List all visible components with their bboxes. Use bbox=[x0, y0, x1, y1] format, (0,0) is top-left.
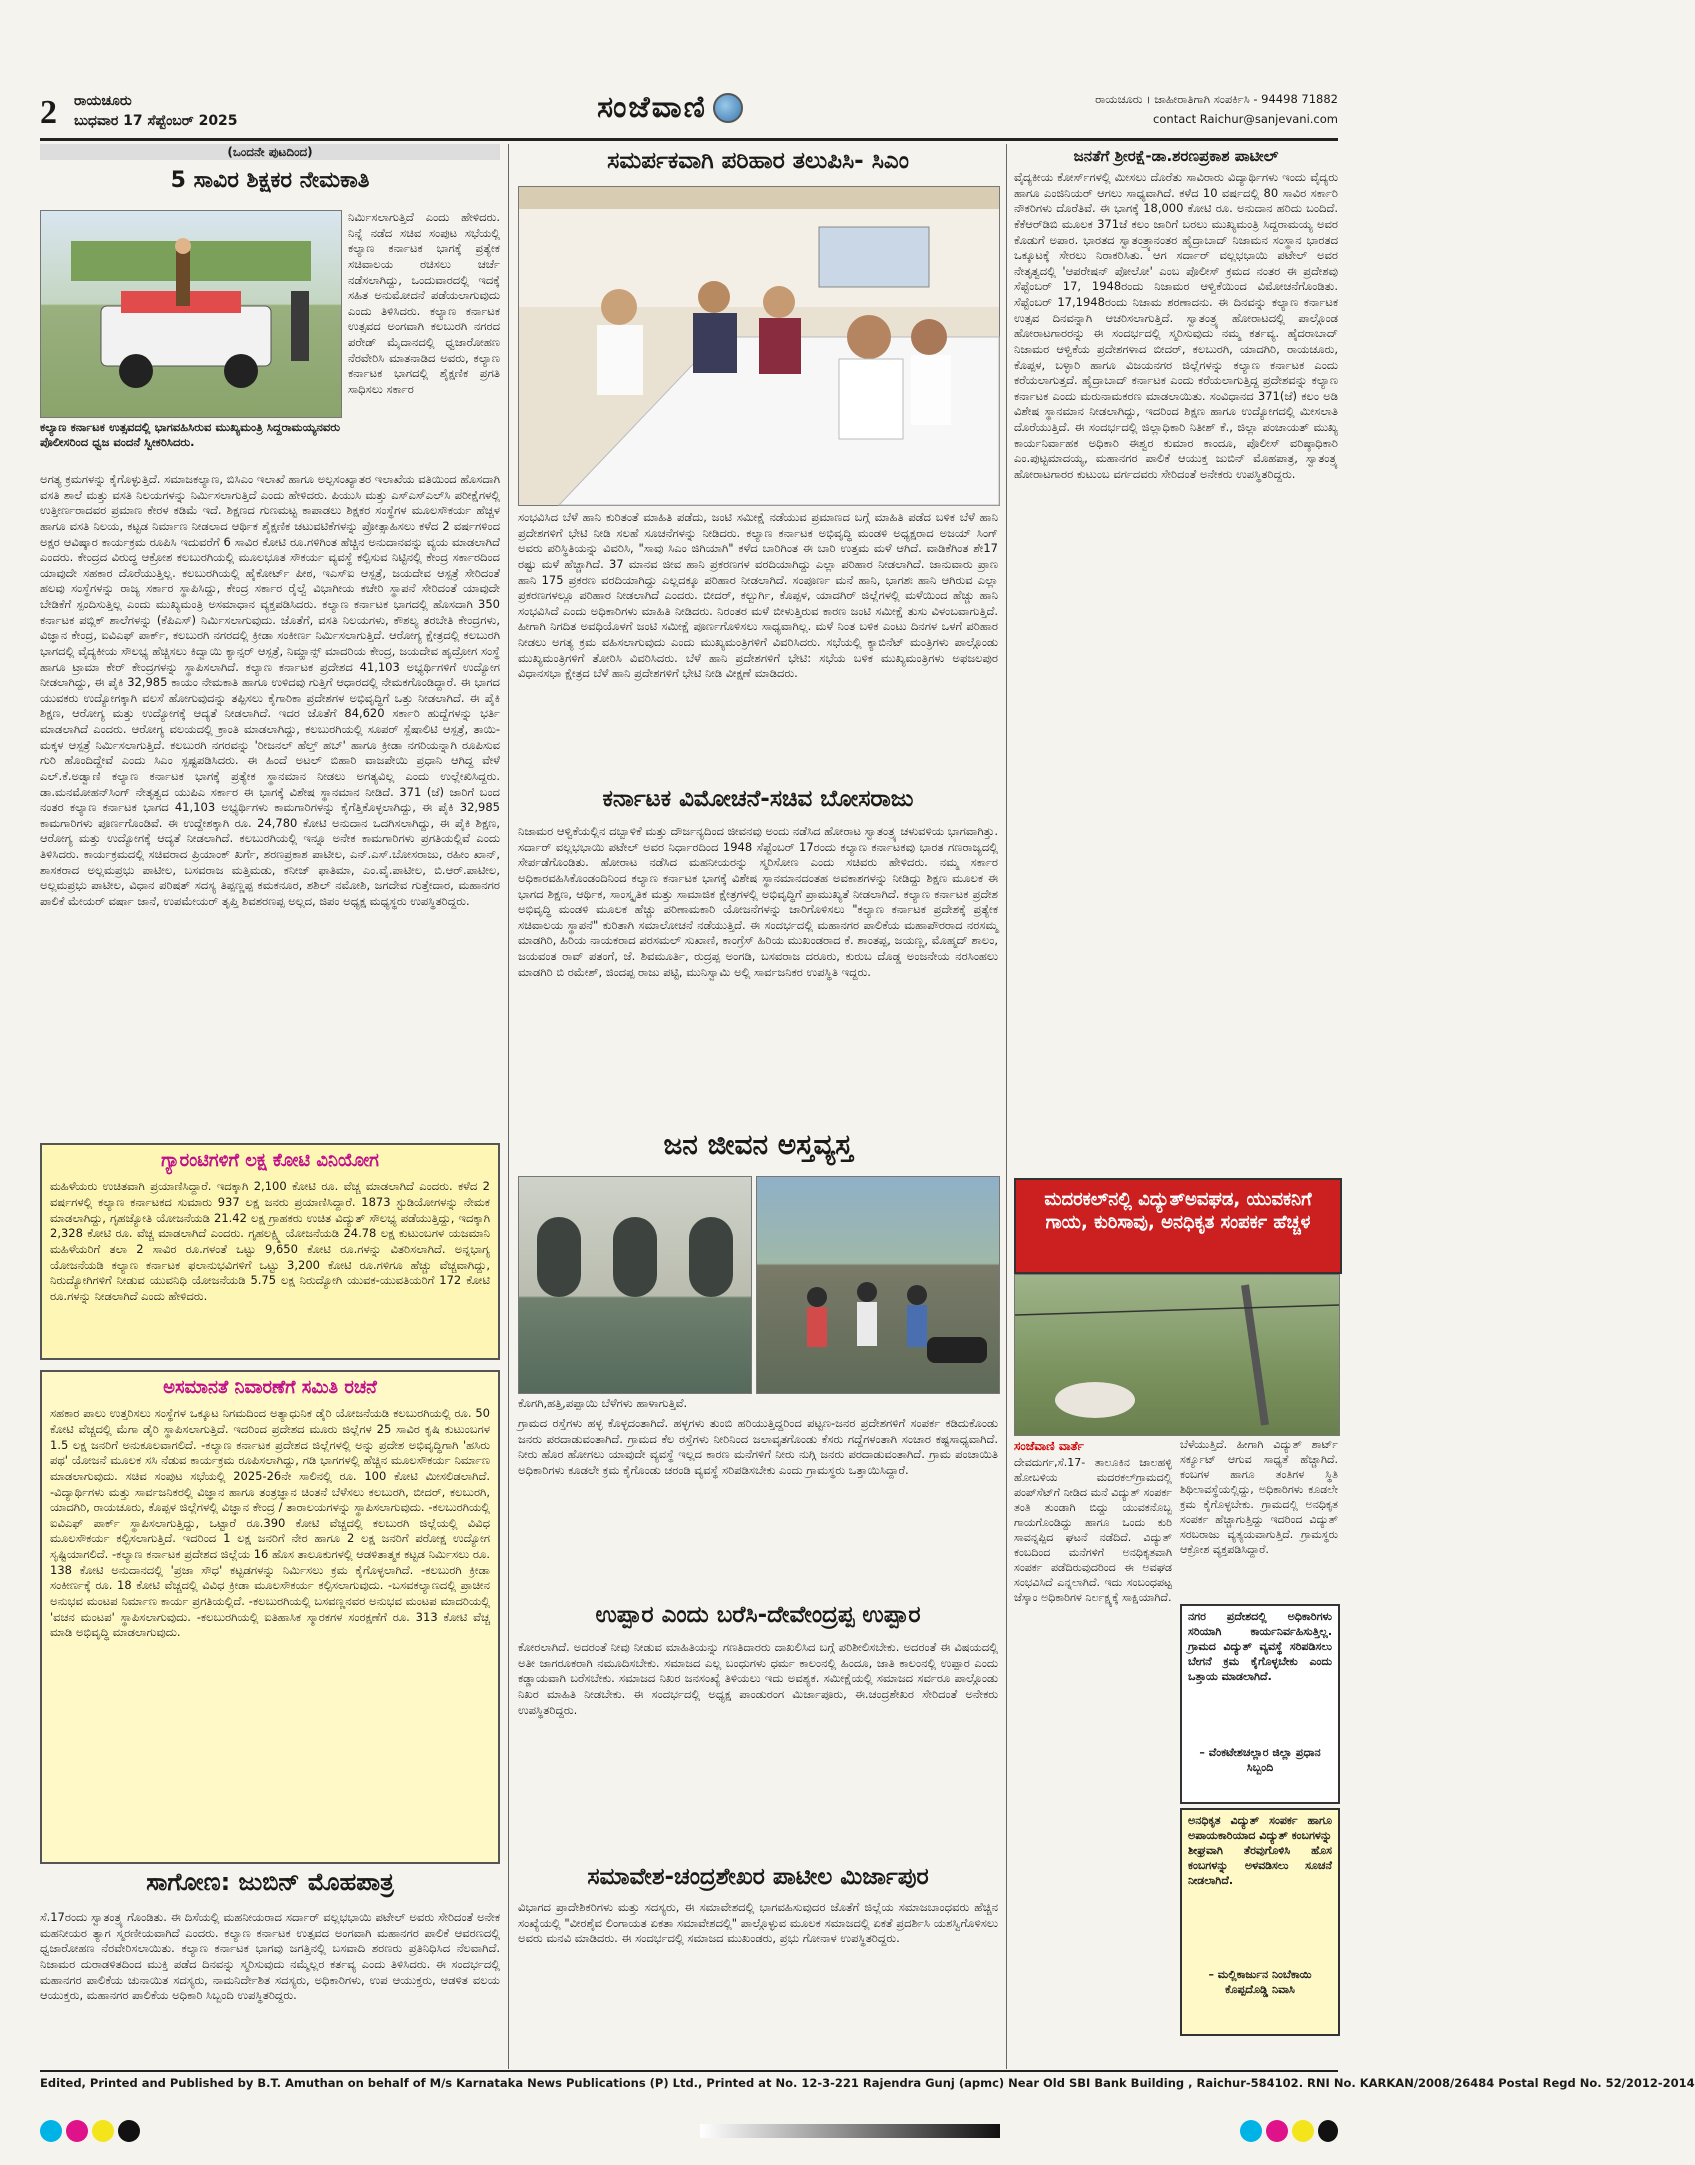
col2-body4: ಕೋರಲಾಗಿದೆ. ಅದರಂತೆ ನೀವು ನೀಡುವ ಮಾಹಿತಿಯನ್ನು ಗಣತಿದಾರರು ದಾಖಲಿಸಿದ ಬಗ್ಗೆ ಪರಿಶೀಲಿಸಬೇಕು. ಅದರಂತೆ ಈ ವಿಷಯದಲ್ಲಿ ಅತೀ ಜಾಗರೂಕರಾಗಿ ನಮೂದಿಸಬೇಕು. ಸಮಾಜದ ಎಲ್ಲ ಬಂಧುಗಳು ಧರ್ಮ ಕಾಲಂನಲ್ಲಿ ಹಿಂದೂ, ಜಾತಿ ಕಾಲಂನಲ್ಲಿ ಉಪ್ಪಾರ ಎಂದು ಕಡ್ಡಾಯವಾಗಿ ಬರೆಸಬೇಕು. ಸಮಾಜದ ನಿಖರ ಜನಸಂಖ್ಯೆ ತಿಳಿಯಲು ಇದು ಅವಶ್ಯಕ. ಸಮೀಕ್ಷೆಯಲ್ಲಿ ಸಮಾಜದ ಸರ್ವರೂ ಪಾಲ್ಗೊಂಡು ನಿಖರ ಮಾಹಿತಿ ನೀಡಬೇಕು. ಈ ಸಂದರ್ಭದಲ್ಲಿ ಅಧ್ಯಕ್ಷ ಪಾಂಡುರಂಗ ಮಿರ್ಜಾಪೂರು, ಈ.ಚಂದ್ರಶೇಖರ ಸೇರಿದಂತೆ ಅನೇಕರು ಉಪಸ್ಥಿತರಿದ್ದರು. bbox=[518, 1640, 998, 1717]
guarantee-box-body: ಮಹಿಳೆಯರು ಉಚಿತವಾಗಿ ಪ್ರಯಾಣಿಸಿದ್ದಾರೆ. ಇದಕ್ಕಾಗಿ 2,100 ಕೋಟಿ ರೂ. ವೆಚ್ಚ ಮಾಡಲಾಗಿದೆ ಎಂದರು. ಕಳೆದ 2 ವರ್ಷಗಳಲ್ಲಿ ಕಲ್ಯಾಣ ಕರ್ನಾಟಕದ ಸುಮಾರು 937 ಲಕ್ಷ ಜನರು ಪ್ರಯಾಣಿಸಿದ್ದಾರೆ. 1873 ಸ್ಟುಡಿಯೋಗಳನ್ನು ನೇಮಕ ಮಾಡಲಾಗಿದ್ದು, ಗೃಹಜ್ಯೋತಿ ಯೋಜನೆಯಡಿ 21.42 ಲಕ್ಷ ಗ್ರಾಹಕರು ಉಚಿತ ವಿದ್ಯುತ್ ಸೌಲಭ್ಯ ಪಡೆಯುತ್ತಿದ್ದು, ಇದಕ್ಕಾಗಿ 2,328 ಕೋಟಿ ರೂ. ವೆಚ್ಚ ಮಾಡಲಾಗಿದೆ ಎಂದರು. ಗೃಹಲಕ್ಷ್ಮಿ ಯೋಜನೆಯಡಿ 24.78 ಲಕ್ಷ ಕುಟುಂಬಗಳ ಯಜಮಾನಿ ಮಹಿಳೆಯರಿಗೆ ತಲಾ 2 ಸಾವಿರ ರೂ.ಗಳಂತೆ ಒಟ್ಟು 9,650 ಕೋಟಿ ರೂ.ಗಳನ್ನು ವಿತರಿಸಲಾಗಿದೆ. ಅನ್ನಭಾಗ್ಯ ಯೋಜನೆಯಡಿ ಕಲ್ಯಾಣ ಕರ್ನಾಟಕ ಫಲಾನುಭವಿಗಳಿಗೆ ಒಟ್ಟು 3,200 ಕೋಟಿ ರೂ.ಗಳಿಗೂ ಹೆಚ್ಚು ವೆಚ್ಚವಾಗಿದ್ದು, ನಿರುದ್ಯೋಗಿಗಳಿಗೆ ನೀಡುವ ಯುವನಿಧಿ ಯೋಜನೆಯಡಿ 5.75 ಲಕ್ಷ ನಿರುದ್ಯೋಗಿ ಯುವಕ-ಯುವತಿಯರಿಗೆ 172 ಕೋಟಿ ರೂ.ಗಳನ್ನು ನೀಡಲಾಗಿದೆ ಎಂದು ಹೇಳಿದರು. bbox=[50, 1179, 490, 1303]
dateline: ಬುಧವಾರ 17 ಸೆಪ್ಟೆಂಬರ್ 2025 bbox=[74, 113, 238, 129]
feature-headline: ಮದರಕಲ್‌ನಲ್ಲಿ ವಿದ್ಯುತ್‌ಅವಘಡ, ಯುವಕನಿಗೆ ಗಾಯ, ಕುರಿಸಾವು, ಅನಧಿಕೃತ ಸಂಪರ್ಕ ಹೆಚ್ಚಳ bbox=[1044, 1189, 1312, 1234]
inequality-box bbox=[40, 1370, 500, 1864]
parade-photo bbox=[40, 210, 342, 418]
flood-caption: ಕೊಗಗಿ,ಹತ್ತಿ,ಪಪ್ಪಾಯಿ ಬೆಳೆಗಳು ಹಾಳಾಗುತ್ತಿವೆ. bbox=[518, 1396, 688, 1410]
guarantee-box-title: ಗ್ಯಾರಂಟಿಗಳಿಗೆ ಲಕ್ಷ ಕೋಟಿ ವಿನಿಯೋಗ bbox=[161, 1150, 379, 1171]
col1-bottom-body: ಸೆ.17ರಂದು ಸ್ವಾತಂತ್ರ್ಯ ಗೊಂಡಿತು. ಈ ದಿಸೆಯಲ್ಲಿ ಮಹನೀಯರಾದ ಸರ್ದಾರ್ ವಲ್ಲಭಭಾಯಿ ಪಟೇಲ್ ಅವರು ಸೇರಿದಂತೆ ಅನೇಕ ಮಹನೀಯರ ತ್ಯಾಗ ಸ್ಮರಣೀಯವಾಗಿದೆ ಎಂದರು. ಕಲ್ಯಾಣ ಕರ್ನಾಟಕ ಉತ್ಸವದ ಅಂಗವಾಗಿ ಮಹಾನಗರ ಪಾಲಿಕೆ ಆವರಣದಲ್ಲಿ ಧ್ವಜಾರೋಹಣ ನೆರವೇರಿಸಲಾಯಿತು. ಕಲ್ಯಾಣ ಕರ್ನಾಟಕ ಭಾಗವು ಜಗತ್ತಿನಲ್ಲಿ ಬಸವಾದಿ ಶರಣರು ಪ್ರತಿನಿಧಿಸಿದ ನೆಲವಾಗಿದೆ. ನಿಜಾಮರ ದುರಾಡಳಿತದಿಂದ ಮುಕ್ತಿ ಪಡೆದ ದಿನವನ್ನು ಸ್ಮರಿಸುವುದು ನಮ್ಮೆಲ್ಲರ ಕರ್ತವ್ಯ ಎಂದು ತಿಳಿಸಿದರು. ಈ ಸಂದರ್ಭದಲ್ಲಿ ಮಹಾನಗರ ಪಾಲಿಕೆಯ ಚುನಾಯಿತ ಸದಸ್ಯರು, ನಾಮನಿರ್ದೇಶಿತ ಸದಸ್ಯರು, ಅಧಿಕಾರಿಗಳು, ಉಪ ಆಯುಕ್ತರು, ಆಡಳಿತ ವಲಯ ಆಯುಕ್ತರು, ಮಹಾನಗರ ಪಾಲಿಕೆಯ ಅಧಿಕಾರಿ ಸಿಬ್ಬಂದಿ ಉಪಸ್ಥಿತರಿದ್ದರು. bbox=[40, 1910, 500, 2003]
guarantee-box bbox=[40, 1143, 500, 1360]
electric-pole-photo bbox=[1014, 1274, 1340, 1436]
col1-side-text: ನಿರ್ಮಿಸಲಾಗುತ್ತಿದೆ ಎಂದು ಹೇಳಿದರು. ನಿನ್ನೆ ನಡೆದ ಸಚಿವ ಸಂಪುಟ ಸಭೆಯಲ್ಲಿ ಕಲ್ಯಾಣ ಕರ್ನಾಟಕ ಭಾಗಕ್ಕೆ ಪ್ರತ್ಯೇಕ ಸಚಿವಾಲಯ ರಚಿಸಲು ಚರ್ಚೆ ನಡೆಸಲಾಗಿದ್ದು, ಒಂದುವಾರದಲ್ಲಿ ಇದಕ್ಕೆ ಸಹಿತ ಅನುಮೋದನೆ ಪಡೆಯಲಾಗುವುದು ಎಂದು ತಿಳಿಸಿದರು. ಕಲ್ಯಾಣ ಕರ್ನಾಟಕ ಉತ್ಸವದ ಅಂಗವಾಗಿ ಕಲಬುರಗಿ ನಗರದ ಪರೇಡ್ ಮೈದಾನದಲ್ಲಿ ಧ್ವಜಾರೋಹಣ ನೆರವೇರಿಸಿ ಮಾತನಾಡಿದ ಅವರು, ಕಲ್ಯಾಣ ಕರ್ನಾಟಕ ಭಾಗದಲ್ಲಿ ಶೈಕ್ಷಣಿಕ ಪ್ರಗತಿ ಸಾಧಿಸಲು ಸರ್ಕಾರ bbox=[348, 210, 500, 396]
swatch-cyan bbox=[40, 2120, 62, 2142]
inequality-box-body: ಸಹಕಾರ ಪಾಲು ಉತ್ತರಿಸಲು ಸಂಸ್ಥೆಗಳ ಒಕ್ಕೂಟ ನಿಗಮದಿಂದ ಅತ್ಯಾಧುನಿಕ ಡೈರಿ ಯೋಜನೆಯಡಿ ಕಲಬುರಗಿಯಲ್ಲಿ ರೂ. 50 ಕೋಟಿ ವೆಚ್ಚದಲ್ಲಿ ಮೆಗಾ ಡೈರಿ ಸ್ಥಾಪಿಸಲಾಗುತ್ತಿದೆ. ಇದರಿಂದ ಪ್ರದೇಶದ ಮೂರು ಜಿಲ್ಲೆಗಳ 25 ಸಾವಿರ ಕೃಷಿ ಕುಟುಂಬಗಳ 1.5 ಲಕ್ಷ ಜನರಿಗೆ ಅನುಕೂಲವಾಗಲಿದೆ. -ಕಲ್ಯಾಣ ಕರ್ನಾಟಕ ಪ್ರದೇಶದ ಜಿಲ್ಲೆಗಳಲ್ಲಿ ಅನ್ನು ಪ್ರದೇಶ ಅಭಿವೃದ್ಧಿಗಾಗಿ 'ಹಸಿರು ಪಥ' ಯೋಜನೆ ಮೂಲಕ ಸಸಿ ನೆಡುವ ಕಾರ್ಯಕ್ರಮ ರೂಪಿಸಲಾಗಿದ್ದು, ಗಡಿ ಭಾಗಗಳಲ್ಲಿ ಹೆಚ್ಚಿನ ಮೂಲಸೌಕರ್ಯ ನಿರ್ಮಾಣ ಮಾಡಲಾಗುವುದು. ಸಚಿವ ಸಂಪುಟ ಸಭೆಯಲ್ಲಿ 2025-26ನೇ ಸಾಲಿನಲ್ಲಿ ರೂ. 100 ಕೋಟಿ ಮೀಸಲಿಡಲಾಗಿದೆ. -ವಿದ್ಯಾರ್ಥಿಗಳು ಮತ್ತು ಸಾರ್ವಜನಿಕರಲ್ಲಿ ವಿಜ್ಞಾನ ಹಾಗೂ ತಂತ್ರಜ್ಞಾನ ಚಿಂತನೆ ಬೆಳೆಸಲು ಕಲಬುರಗಿ, ಬೀದರ್, ಕಲಬುರಗಿ, ಯಾದಗಿರಿ, ರಾಯಚೂರು, ಕೊಪ್ಪಳ ಜಿಲ್ಲೆಗಳಲ್ಲಿ ವಿಜ್ಞಾನ ಕೇಂದ್ರ / ತಾರಾಲಯಗಳನ್ನು ಸ್ಥಾಪಿಸಲಾಗುವುದು. -ಕಲಬುರಗಿಯಲ್ಲಿ ಐವಿಎಫ್ ಪಾರ್ಕ್ ಸ್ಥಾಪಿಸಲಾಗುತ್ತಿದ್ದು, ಒಟ್ಟಾರೆ ರೂ.390 ಕೋಟಿ ವೆಚ್ಚದಲ್ಲಿ ಕಲಬುರಗಿ ಜಿಲ್ಲೆಯಲ್ಲಿ ವಿವಿಧ ಮೂಲಸೌಕರ್ಯ ಕಲ್ಪಿಸಲಾಗುತ್ತಿದೆ. ಇದರಿಂದ 1 ಲಕ್ಷ ಜನರಿಗೆ ನೇರ ಹಾಗೂ 2 ಲಕ್ಷ ಜನರಿಗೆ ಪರೋಕ್ಷ ಉದ್ಯೋಗ ಸೃಷ್ಟಿಯಾಗಲಿದೆ. -ಕಲ್ಯಾಣ ಕರ್ನಾಟಕ ಪ್ರದೇಶದ ಜಿಲ್ಲೆಯ 16 ಹೊಸ ತಾಲೂಕುಗಳಲ್ಲಿ ಆಡಳಿತಾತ್ಮಕ ಕಟ್ಟಡ ನಿರ್ಮಿಸಲು ರೂ. 138 ಕೋಟಿ ಅನುದಾನದಲ್ಲಿ 'ಪ್ರಜಾ ಸೌಧ' ಕಟ್ಟಡಗಳನ್ನು ನಿರ್ಮಿಸಲು ಕ್ರಮ ಕೈಗೊಳ್ಳಲಾಗಿದೆ. -ಕಲಬುರಗಿ ಕ್ರೀಡಾ ಸಂಕೀರ್ಣಕ್ಕೆ ರೂ. 18 ಕೋಟಿ ವೆಚ್ಚದಲ್ಲಿ ವಿವಿಧ ಕ್ರೀಡಾ ಮೂಲಸೌಕರ್ಯ ಕಲ್ಪಿಸಲಾಗುವುದು. -ಬಸವಕಲ್ಯಾಣದಲ್ಲಿ ಪ್ರಾಚೀನ ಅನುಭವ ಮಂಟಪ ನಿರ್ಮಾಣ ಕಾರ್ಯ ಪ್ರಗತಿಯಲ್ಲಿದೆ. -ಕಲಬುರಗಿಯಲ್ಲಿ ಬಸವಣ್ಣನವರ ಅನುಭವ ಮಂಟಪ ಮಾದರಿಯಲ್ಲಿ 'ವಚನ ಮಂಟಪ' ಸ್ಥಾಪಿಸಲಾಗುವುದು. -ಕಲಬುರಗಿಯಲ್ಲಿ ಐತಿಹಾಸಿಕ ಸ್ಮಾರಕಗಳ ಸಂರಕ್ಷಣೆಗೆ ರೂ. 313 ಕೋಟಿ ವೆಚ್ಚ ಮಾಡಿ ಅಭಿವೃದ್ಧಿ ಮಾಡಲಾಗುವುದು. bbox=[50, 1406, 490, 1640]
feature-body: ದೇವದುರ್ಗ,ಸೆ.17- ತಾಲೂಕಿನ ಜಾಲಹಳ್ಳಿ ಹೋಬಳಿಯ ಮದರಕಲ್‌ಗ್ರಾಮದಲ್ಲಿ ಪಂಪ್‌ಸೆಟ್‌ಗೆ ನೀಡಿದ ಮನೆ ವಿದ್ಯುತ್ ಸಂಪರ್ಕ ತಂತಿ ತುಂಡಾಗಿ ಬಿದ್ದು ಯುವಕನೊಬ್ಬ ಗಾಯಗೊಂಡಿದ್ದು ಹಾಗೂ ಒಂದು ಕುರಿ ಸಾವನ್ನಪ್ಪಿದ ಘಟನೆ ನಡೆದಿದೆ. ವಿದ್ಯುತ್ ಕಂಬದಿಂದ ಮನೆಗಳಿಗೆ ಅನಧಿಕೃತವಾಗಿ ಸಂಪರ್ಕ ಪಡೆದಿರುವುದರಿಂದ ಈ ಅವಘಡ ಸಂಭವಿಸಿದೆ ಎನ್ನಲಾಗಿದೆ. ಇದು ಸಂಬಂಧಪಟ್ಟ ಜೆಸ್ಕಾಂ ಅಧಿಕಾರಿಗಳ ನಿರ್ಲಕ್ಷ್ಯಕ್ಕೆ ಸಾಕ್ಷಿಯಾಗಿದೆ. bbox=[1014, 1456, 1172, 1604]
swatch-cyan-2 bbox=[1240, 2120, 1262, 2142]
headline-teachers: 5 ಸಾವಿರ ಶಿಕ್ಷಕರ ನೇಮಕಾತಿ bbox=[170, 168, 370, 193]
quote-1-author: – ವೆಂಕಟೇಶಚಲ್ಲಾರ ಜಿಲ್ಲಾ ಪ್ರಧಾನ ಸಿಬ್ಬಂದಿ bbox=[1199, 1746, 1321, 1774]
paper-name: ಸಂಜೆವಾಣಿ bbox=[597, 89, 707, 125]
col-divider-2 bbox=[1006, 144, 1007, 2069]
quote-box-2 bbox=[1180, 1808, 1340, 2036]
feature-byline: ಸಂಜೆವಾಣಿ ವಾರ್ತೆ bbox=[1014, 1439, 1084, 1453]
contact-email: contact Raichur@sanjevani.com bbox=[1153, 112, 1338, 126]
headline-samavesha: ಸಮಾವೇಶ-ಚಂದ್ರಶೇಖರ ಪಾಟೀಲ ಮಿರ್ಜಾಪುರ bbox=[587, 1864, 929, 1890]
col2-body2: ನಿಜಾಮರ ಆಳ್ವಿಕೆಯಲ್ಲಿನ ದಬ್ಬಾಳಿಕೆ ಮತ್ತು ದೌರ್ಜನ್ಯದಿಂದ ಜೀವನವು ಅಂದು ನಡೆಸಿದ ಹೋರಾಟ ಸ್ವಾತಂತ್ರ್ಯ ಚಳುವಳಿಯ ಭಾಗವಾಗಿತ್ತು. ಸರ್ದಾರ್ ವಲ್ಲಭಭಾಯಿ ಪಟೇಲ್ ಅವರ ನಿರ್ಧಾರದಿಂದ 1948 ಸೆಪ್ಟೆಂಬರ್ 17ರಂದು ಕಲ್ಯಾಣ ಕರ್ನಾಟಕವು ಭಾರತ ಗಣರಾಜ್ಯದಲ್ಲಿ ಸೇರ್ಪಡೆಗೊಂಡಿತು. ಹೋರಾಟ ನಡೆಸಿದ ಮಹನೀಯರನ್ನು ಸ್ಮರಿಸೋಣ ಎಂದು ಸಚಿವರು ಹೇಳಿದರು. ನಮ್ಮ ಸರ್ಕಾರ ಅಧಿಕಾರವಹಿಸಿಕೊಂಡಂದಿನಿಂದ ಕಲ್ಯಾಣ ಕರ್ನಾಟಕ ಭಾಗಕ್ಕೆ ವಿಶೇಷ ಸ್ಥಾನಮಾನದಂತಹ ಅವಕಾಶಗಳನ್ನು ನೀಡಿದ್ದು ಶಿಕ್ಷಣ ಮೂಲಕ ಈ ಭಾಗದ ಶಿಕ್ಷಣ, ಆರ್ಥಿಕ, ಸಾಂಸ್ಕೃತಿಕ ಮತ್ತು ಸಾಮಾಜಿಕ ಕ್ಷೇತ್ರಗಳಲ್ಲಿ ಅಭಿವೃದ್ಧಿಗೆ ಪ್ರಾಮುಖ್ಯತೆ ನೀಡಲಾಗಿದೆ. ಕಲ್ಯಾಣ ಕರ್ನಾಟಕ ಪ್ರದೇಶ ಅಭಿವೃದ್ಧಿ ಮಂಡಳಿ ಮೂಲಕ ಹೆಚ್ಚು ಪರಿಣಾಮಕಾರಿ ಯೋಜನೆಗಳನ್ನು ಜಾರಿಗೊಳಿಸಲು "ಕಲ್ಯಾಣ ಕರ್ನಾಟಕ ಪ್ರದೇಶಕ್ಕೆ ಪ್ರತ್ಯೇಕ ಸಚಿವಾಲಯ ಸ್ಥಾಪನೆ" ಕುರಿತಾಗಿ ಸಮಾಲೋಚನೆ ನಡೆಯುತ್ತಿದೆ. ಈ ಸಂದರ್ಭದಲ್ಲಿ ಮಹಾನಗರ ಪಾಲಿಕೆಯ ಮಹಾಪೌರರಾದ ನರಸಮ್ಮ ಮಾಡಗಿರಿ, ಹಿರಿಯ ನಾಯಕರಾದ ಪರಸಮಲ್ ಸುಖಾಣಿ, ಕಾಂಗ್ರೆಸ್ ಹಿರಿಯ ಮುಖಂಡರಾದ ಕೆ. ಶಾಂತಪ್ಪ, ಜಯಣ್ಣ, ಮೊಹ್ಮದ್ ಶಾಲಂ, ಜಯವಂತ ರಾವ್ ಪತಂಗೆ, ಜೆ. ಶಿವಮೂರ್ತಿ, ರುದ್ರಪ್ಪ ಅಂಗಡಿ, ಬಸವರಾಜ ದರೂರು, ಕುರುಬ ದೊಡ್ಡ ಅಂಜನೇಯ ನರಸಿಂಹಲು ಮಾಡಗಿರಿ ಬಿ ರಮೇಶ್, ಜಿಂದಪ್ಪ ರಾಜು ಪಟ್ಟಿ, ಮುನಿಸ್ವಾಮಿ ಅಲ್ಲಿ ಸಾರ್ವಜನಿಕರ ಉಪಸ್ಥಿತಿ ಇದ್ದರು. bbox=[518, 824, 998, 979]
crowd-illustration bbox=[757, 1177, 999, 1393]
parade-caption: ಕಲ್ಯಾಣ ಕರ್ನಾಟಕ ಉತ್ಸವದಲ್ಲಿ ಭಾಗವಹಿಸಿರುವ ಮುಖ್ಯಮಂತ್ರಿ ಸಿದ್ದರಾಮಯ್ಯನವರು ಪೊಲೀಸರಿಂದ ಧ್ವಜ ವಂದನೆ ಸ್ವೀಕರಿಸಿದರು. bbox=[40, 420, 340, 449]
continued-label: (ಒಂದನೇ ಪುಟದಿಂದ) bbox=[40, 144, 500, 160]
headline-sharanaprakash: ಜನತೆಗೆ ಶ್ರೀರಕ್ಷೆ-ಡಾ.ಶರಣಪ್ರಕಾಶ ಪಾಟೀಲ್ bbox=[1073, 147, 1279, 165]
flood-photo-1 bbox=[518, 1176, 752, 1394]
edition-city: ರಾಯಚೂರು bbox=[74, 93, 132, 109]
masthead-rule bbox=[40, 138, 1338, 141]
col2-body5: ವಿಭಾಗದ ಪ್ರಾದೇಶಿಕರಿಗಳು ಮತ್ತು ಸದಸ್ಯರು, ಈ ಸಮಾವೇಶದಲ್ಲಿ ಭಾಗವಹಿಸುವುದರ ಜೊತೆಗೆ ಜಿಲ್ಲೆಯ ಸಮಾಜಬಾಂಧವರು ಹೆಚ್ಚಿನ ಸಂಖ್ಯೆಯಲ್ಲಿ "ವೀರಶೈವ ಲಿಂಗಾಯತ ಏಕತಾ ಸಮಾವೇಶದಲ್ಲಿ" ಪಾಲ್ಗೊಳ್ಳುವ ಮೂಲಕ ಸಮಾಜದಲ್ಲಿ ಏಕತೆ ಪ್ರದರ್ಶಿಸಿ ಯಶಸ್ವಿಗೊಳಿಸಲು ಅವರು ಮನವಿ ಮಾಡಿದರು. ಈ ಸಂದರ್ಭದಲ್ಲಿ ಸಮಾಜದ ಮುಖಂಡರು, ಪ್ರಭು ಗೋನಾಳ ಉಪಸ್ಥಿತರಿದ್ದರು. bbox=[518, 1900, 998, 1946]
headline-janajeevana: ಜನ ಜೀವನ ಅಸ್ತವ್ಯಸ್ತ bbox=[663, 1128, 853, 1161]
swatch-black bbox=[118, 2120, 140, 2142]
swatch-yellow-2 bbox=[1292, 2120, 1314, 2142]
feature-right-body: ಬೆಳೆಯುತ್ತಿದೆ. ಹೀಗಾಗಿ ವಿದ್ಯುತ್ ಶಾರ್ಟ್ ಸರ್ಕ್ಯೂಟ್ ಆಗುವ ಸಾಧ್ಯತೆ ಹೆಚ್ಚಾಗಿದೆ. ಕಂಬಗಳ ಹಾಗೂ ತಂತಿಗಳ ಸ್ಥಿತಿ ಶಿಥಿಲಾವಸ್ಥೆಯಲ್ಲಿದ್ದು, ಅಧಿಕಾರಿಗಳು ಕೂಡಲೇ ಕ್ರಮ ಕೈಗೊಳ್ಳಬೇಕು. ಗ್ರಾಮದಲ್ಲಿ ಅನಧಿಕೃತ ಸಂಪರ್ಕ ಹೆಚ್ಚಾಗುತ್ತಿದ್ದು ಇದರಿಂದ ವಿದ್ಯುತ್ ಸರಬರಾಜು ವ್ಯತ್ಯಯವಾಗುತ್ತಿದೆ. ಗ್ರಾಮಸ್ಥರು ಆಕ್ರೋಶ ವ್ಯಕ್ತಪಡಿಸಿದ್ದಾರೆ. bbox=[1180, 1438, 1338, 1556]
meeting-illustration bbox=[519, 187, 999, 505]
headline-bosaraju: ಕರ್ನಾಟಕ ವಿಮೋಚನೆ-ಸಚಿವ ಬೋಸರಾಜು bbox=[602, 786, 914, 812]
swatch-yellow bbox=[92, 2120, 114, 2142]
swatch-magenta-2 bbox=[1266, 2120, 1288, 2142]
col3-body: ವೈದ್ಯಕೀಯ ಕೋರ್ಸ್‌ಗಳಲ್ಲಿ ಮೀಸಲು ದೊರೆತು ಸಾವಿರಾರು ವಿದ್ಯಾರ್ಥಿಗಳು ಇಂದು ವೈದ್ಯರು ಹಾಗೂ ಎಂಜಿನಿಯರ್ ಆಗಲು ಸಾಧ್ಯವಾಗಿದೆ. ಕಳೆದ 10 ವರ್ಷದಲ್ಲಿ 80 ಸಾವಿರ ಸರ್ಕಾರಿ ನೌಕರಿಗಳು ದೊರೆತಿವೆ. ಈ ಭಾಗಕ್ಕೆ 18,000 ಕೋಟಿ ರೂ. ಅನುದಾನ ಹರಿದು ಬಂದಿದೆ. ಕೆಕೆಆರ್‌ಡಿಬಿ ಮೂಲಕ 371ಜೆ ಕಲಂ ಜಾರಿಗೆ ಬರಲು ಮುಖ್ಯಮಂತ್ರಿ ಸಿದ್ದರಾಮಯ್ಯ ಅವರ ಕೊಡುಗೆ ಅಪಾರ. ಭಾರತದ ಸ್ವಾತಂತ್ರ್ಯಾನಂತರ ಹೈದ್ರಾಬಾದ್ ನಿಜಾಮನ ಸಂಸ್ಥಾನ ಭಾರತದ ಒಕ್ಕೂಟಕ್ಕೆ ಸೇರಲು ನಿರಾಕರಿಸಿತು. ಆಗ ಸರ್ದಾರ್ ವಲ್ಲಭಭಾಯಿ ಪಟೇಲ್ ಅವರ ನೇತೃತ್ವದಲ್ಲಿ 'ಆಪರೇಷನ್ ಪೋಲೋ' ಎಂಬ ಪೊಲೀಸ್ ಕ್ರಮದ ನಂತರ ಈ ಪ್ರದೇಶವು ಸೆಪ್ಟೆಂಬರ್ 17, 1948ರಂದು ನಿಜಾಮರ ಆಳ್ವಿಕೆಯಿಂದ ವಿಮೋಚನೆಗೊಂಡಿತು. ಸೆಪ್ಟೆಂಬರ್ 17,1948ರಂದು ನಿಜಾಮ ಶರಣಾದನು. ಈ ದಿನವನ್ನು ಕಲ್ಯಾಣ ಕರ್ನಾಟಕ ಉತ್ಸವ ದಿನವನ್ನಾಗಿ ಆಚರಿಸಲಾಗುತ್ತಿದೆ. ಸ್ವಾತಂತ್ರ್ಯ ಹೋರಾಟದಲ್ಲಿ ಪಾಲ್ಗೊಂಡ ಹೋರಾಟಗಾರರನ್ನು ಈ ಸಂದರ್ಭದಲ್ಲಿ ಸ್ಮರಿಸುವುದು ನಮ್ಮ ಕರ್ತವ್ಯ. ಹೈದರಾಬಾದ್ ನಿಜಾಮರ ಆಳ್ವಿಕೆಯ ಪ್ರದೇಶಗಳಾದ ಬೀದರ್, ಕಲಬುರಗಿ, ಯಾದಗಿರಿ, ರಾಯಚೂರು, ಕೊಪ್ಪಳ, ಬಳ್ಳಾರಿ ಹಾಗೂ ವಿಜಯನಗರ ಜಿಲ್ಲೆಗಳನ್ನು ಕಲ್ಯಾಣ ಕರ್ನಾಟಕ ಎಂದು ಕರೆಯಲಾಗುತ್ತದೆ. ಹೈದ್ರಾಬಾದ್ ಕರ್ನಾಟಕ ಎಂದು ಕರೆಯಲಾಗುತ್ತಿದ್ದ ಪ್ರದೇಶವನ್ನು ಕಲ್ಯಾಣ ಕರ್ನಾಟಕ ಎಂದು ಮರುನಾಮಕರಣ ಮಾಡಲಾಯಿತು. ಸಂವಿಧಾನದ 371(ಜೆ) ಕಲಂ ಅಡಿ ವಿಶೇಷ ಸ್ಥಾನಮಾನ ನೀಡಲಾಗಿದ್ದು, ಇದರಿಂದ ಶಿಕ್ಷಣ ಹಾಗೂ ಉದ್ಯೋಗದಲ್ಲಿ ಮೀಸಲಾತಿ ದೊರೆಯುತ್ತಿದೆ. ಈ ಸಂದರ್ಭದಲ್ಲಿ ಜಿಲ್ಲಾಧಿಕಾರಿ ನಿತೀಶ್ ಕೆ., ಜಿಲ್ಲಾ ಪಂಚಾಯತ್ ಮುಖ್ಯ ಕಾರ್ಯನಿರ್ವಾಹಕ ಅಧಿಕಾರಿ ಈಶ್ವರ ಕುಮಾರ ಕಾಂದೂ, ಪೊಲೀಸ್ ವರಿಷ್ಠಾಧಿಕಾರಿ ಎಂ.ಪುಟ್ಟಮಾದಯ್ಯ, ಮಹಾನಗರ ಪಾಲಿಕೆ ಆಯುಕ್ತ ಜುಬಿನ್ ಮೊಹಪಾತ್ರ, ಸ್ವಾತಂತ್ರ್ಯ ಹೋರಾಟಗಾರರ ಕುಟುಂಬ ವರ್ಗದವರು ಸೇರಿದಂತೆ ಅನೇಕರು ಉಪಸ್ಥಿತರಿದ್ದರು. bbox=[1014, 170, 1338, 481]
headline-uppara: ಉಪ್ಪಾರ ಎಂದು ಬರೆಸಿ-ದೇವೇಂದ್ರಪ್ಪ ಉಪ್ಪಾರ bbox=[595, 1602, 921, 1628]
meeting-photo bbox=[518, 186, 1000, 506]
arches-illustration bbox=[519, 1177, 751, 1393]
col1-body: ಅಗತ್ಯ ಕ್ರಮಗಳನ್ನು ಕೈಗೊಳ್ಳುತ್ತಿದೆ. ಸಮಾಜಕಲ್ಯಾಣ, ಬಿಸಿಎಂ ಇಲಾಖೆ ಹಾಗೂ ಅಲ್ಪಸಂಖ್ಯಾತರ ಇಲಾಖೆಯ ವತಿಯಿಂದ ಹೊಸದಾಗಿ ವಸತಿ ಶಾಲೆ ಮತ್ತು ವಸತಿ ನಿಲಯಗಳನ್ನು ನಿರ್ಮಿಸಲಾಗುತ್ತಿದೆ ಎಂದು ಹೇಳಿದರು. ಪಿಯುಸಿ ಮತ್ತು ಎಸ್‌ಎಸ್‌ಎಲ್‌ಸಿ ಪರೀಕ್ಷೆಗಳಲ್ಲಿ ಉತ್ತೀರ್ಣರಾದವರ ಪ್ರಮಾಣ ಕೇರಳ ಕಡಿಮೆ ಇದೆ. ಶಿಕ್ಷಣದ ಗುಣಮಟ್ಟ ಕಾಪಾಡಲು ಶಿಕ್ಷಕರ ಸಂಸ್ಥೆಗಳ ಮೂಲಸೌಕರ್ಯ ಹೆಚ್ಚಳ ಹಾಗೂ ವಸತಿ ನಿಲಯ, ಕಟ್ಟಡ ನಿರ್ಮಾಣ ನೀಡಲಾದ ಆರ್ಥಿಕ ಶೈಕ್ಷಣಿಕ ಚಟುವಟಿಕೆಗಳನ್ನು ಪ್ರೋತ್ಸಾಹಿಸಲು ಕಳೆದ 2 ವರ್ಷಗಳಿಂದ ಅಕ್ಷರ ಆವಿಷ್ಕಾರ ಕಾರ್ಯಕ್ರಮ ರೂಪಿಸಿ ಇದುವರೆಗೆ 6 ಸಾವಿರ ಕೋಟಿ ರೂ.ಗಳಿಗಿಂತ ಹೆಚ್ಚಿನ ಅನುದಾನವನ್ನು ವ್ಯಯ ಮಾಡಲಾಗಿದೆ ಎಂದರು. ಕೇಂದ್ರದ ವಿರುದ್ಧ ಆಕ್ರೋಶ ಕಲಬುರಗಿಯಲ್ಲಿ ಮೂಲಭೂತ ಸೌಕರ್ಯ ವ್ಯವಸ್ಥೆ ಕಲ್ಪಿಸುವ ನಿಟ್ಟಿನಲ್ಲಿ ಕೇಂದ್ರ ಸರ್ಕಾರದಿಂದ ಯಾವುದೇ ಸಹಕಾರ ದೊರೆಯುತ್ತಿಲ್ಲ. ಕಲಬುರಗಿಯಲ್ಲಿ ಹೈಕೋರ್ಟ್ ಪೀಠ, ಇಎಸ್‌ಐ ಆಸ್ಪತ್ರೆ, ಜಯದೇವ ಆಸ್ಪತ್ರೆ ಸೇರಿದಂತೆ ಹಲವು ಸಂಸ್ಥೆಗಳನ್ನು ರಾಜ್ಯ ಸರ್ಕಾರ ಸ್ಥಾಪಿಸಿದ್ದು, ಕೇಂದ್ರ ಸರ್ಕಾರ ರೈಲ್ವೆ ವಿಭಾಗೀಯ ಕಚೇರಿ ಸ್ಥಾಪನೆ ಸೇರಿದಂತೆ ಯಾವುದೇ ಬೇಡಿಕೆಗೆ ಸ್ಪಂದಿಸುತ್ತಿಲ್ಲ ಎಂದು ಮುಖ್ಯಮಂತ್ರಿ ಅಸಮಾಧಾನ ವ್ಯಕ್ತಪಡಿಸಿದರು. ಕಲ್ಯಾಣ ಕರ್ನಾಟಕ ಭಾಗದಲ್ಲಿ ಹೊಸದಾಗಿ 350 ಕರ್ನಾಟಕ ಪಬ್ಲಿಕ್ ಶಾಲೆಗಳನ್ನು (ಕೆಪಿಎಸ್) ನಿರ್ಮಿಸಲಾಗುವುದು. ಜೊತೆಗೆ, ವಸತಿ ನಿಲಯಗಳು, ಕೌಶಲ್ಯ ತರಬೇತಿ ಕೇಂದ್ರಗಳು, ವಿಜ್ಞಾನ ಕೇಂದ್ರ, ಐವಿಎಫ್ ಪಾರ್ಕ್, ಕಲಬುರಗಿ ನಗರದಲ್ಲಿ ಕ್ರೀಡಾ ಸಂಕೀರ್ಣ ನಿರ್ಮಿಸಲಾಗುತ್ತಿದೆ. ಆರೋಗ್ಯ ಕ್ಷೇತ್ರದಲ್ಲಿ ಕಲಬುರಗಿ ಭಾಗದಲ್ಲಿ ವೈದ್ಯಕೀಯ ಸೌಲಭ್ಯ ಹೆಚ್ಚಿಸಲು ಕಿದ್ವಾಯಿ ಕ್ಯಾನ್ಸರ್ ಆಸ್ಪತ್ರೆ, ನಿಮ್ಹಾನ್ಸ್ ಮಾದರಿಯ ಕೇಂದ್ರ, ಜಯದೇವ ಹೃದ್ರೋಗ ಸಂಸ್ಥೆ ಹಾಗೂ ಟ್ರಾಮಾ ಕೇರ್ ಕೇಂದ್ರಗಳನ್ನು ಸ್ಥಾಪಿಸಲಾಗಿದೆ. ಕಲ್ಯಾಣ ಕರ್ನಾಟಕ ಪ್ರದೇಶದ 41,103 ಅಭ್ಯರ್ಥಿಗಳಿಗೆ ಉದ್ಯೋಗ ನೀಡಲಾಗಿದ್ದು, ಈ ಪೈಕಿ 32,985 ಕಾಯಂ ನೇಮಕಾತಿ ಹಾಗೂ ಉಳಿದವು ಗುತ್ತಿಗೆ ಆಧಾರದಲ್ಲಿ ನೇಮಕಗೊಂಡಿದ್ದಾರೆ. ಈ ಭಾಗದ ಯುವಕರು ಉದ್ಯೋಗಕ್ಕಾಗಿ ವಲಸೆ ಹೋಗುವುದನ್ನು ತಪ್ಪಿಸಲು ಕೈಗಾರಿಕಾ ಪ್ರದೇಶಗಳ ಅಭಿವೃದ್ಧಿಗೆ ಒತ್ತು ನೀಡಲಾಗಿದೆ. ಈ ಪೈಕಿ ಶಿಕ್ಷಣ, ಆರೋಗ್ಯ ಮತ್ತು ಉದ್ಯೋಗಕ್ಕೆ ಆದ್ಯತೆ ನೀಡಲಾಗಿದೆ. ಇದರ ಜೊತೆಗೆ 84,620 ಸರ್ಕಾರಿ ಹುದ್ದೆಗಳನ್ನು ಭರ್ತಿ ಮಾಡಲಾಗಿದೆ ಎಂದರು. ಆರೋಗ್ಯ ವಲಯದಲ್ಲಿ ಕ್ರಾಂತಿ ಮಾಡಲಾಗಿದ್ದು, ಕಲಬುರಗಿಯಲ್ಲಿ ಸೂಪರ್ ಸ್ಪೆಷಾಲಿಟಿ ಆಸ್ಪತ್ರೆ, ತಾಯಿ-ಮಕ್ಕಳ ಆಸ್ಪತ್ರೆ ನಿರ್ಮಿಸಲಾಗುತ್ತಿದೆ. ಕಲಬುರಗಿ ನಗರವನ್ನು 'ರೀಜನಲ್ ಹೆಲ್ತ್ ಹಬ್' ಹಾಗೂ ಕ್ರೀಡಾ ನಗರಿಯನ್ನಾಗಿ ರೂಪಿಸುವ ಗುರಿ ಹೊಂದಿದ್ದೇವೆ ಎಂದು ಸಿಎಂ ಸ್ಪಷ್ಟಪಡಿಸಿದರು. ಈ ಹಿಂದೆ ಅಟಲ್ ಬಿಹಾರಿ ವಾಜಪೇಯಿ ಪ್ರಧಾನಿ ಆಗಿದ್ದ ವೇಳೆ ಎಲ್.ಕೆ.ಅಡ್ವಾಣಿ ಕಲ್ಯಾಣ ಕರ್ನಾಟಕ ಭಾಗಕ್ಕೆ ಪ್ರತ್ಯೇಕ ಸ್ಥಾನಮಾನ ನೀಡಲು ಅಗತ್ಯವಿಲ್ಲ ಎಂದು ಉಲ್ಲೇಖಿಸಿದ್ದರು. ಡಾ.ಮನಮೋಹನ್‌ಸಿಂಗ್ ನೇತೃತ್ವದ ಯುಪಿಎ ಸರ್ಕಾರ ಈ ಭಾಗಕ್ಕೆ ವಿಶೇಷ ಸ್ಥಾನಮಾನ ನೀಡಿದೆ. 371 (ಜೆ) ಜಾರಿಗೆ ಬಂದ ನಂತರ ಕಲ್ಯಾಣ ಕರ್ನಾಟಕ ಭಾಗದ 41,103 ಅಭ್ಯರ್ಥಿಗಳು ಕಾಮಗಾರಿಗಳನ್ನು ಕೈಗೆತ್ತಿಕೊಳ್ಳಲಾಗಿದ್ದು, ಈ ಪೈಕಿ 32,985 ಕಾಮಗಾರಿಗಳು ಪೂರ್ಣಗೊಂಡಿವೆ. ಈ ಉದ್ದೇಶಕ್ಕಾಗಿ ರೂ. 24,780 ಕೋಟಿ ಅನುದಾನ ಒದಗಿಸಲಾಗಿದ್ದು, ಈ ಪೈಕಿ ಶಿಕ್ಷಣ, ಆರೋಗ್ಯ ಮತ್ತು ಉದ್ಯೋಗಕ್ಕೆ ಆದ್ಯತೆ ನೀಡಲಾಗಿದೆ. ಕಲಬುರಗಿಯಲ್ಲಿ ಇನ್ನೂ ಅನೇಕ ಕಾಮಗಾರಿಗಳು ಪ್ರಗತಿಯಲ್ಲಿವೆ ಎಂದು ತಿಳಿಸಿದರು. ಕಾರ್ಯಕ್ರಮದಲ್ಲಿ ಸಚಿವರಾದ ಪ್ರಿಯಾಂಕ್ ಖರ್ಗೆ, ಶರಣಪ್ರಕಾಶ ಪಾಟೀಲ, ಎನ್.ಎಸ್.ಬೋಸರಾಜು, ರಹೀಂ ಖಾನ್, ಶಾಸಕರಾದ ಅಲ್ಲಮಪ್ರಭು ಪಾಟೀಲ, ಬಸವರಾಜ ಮತ್ತಿಮಡು, ಕನೀಜ್ ಫಾತಿಮಾ, ಎಂ.ವೈ.ಪಾಟೀಲ, ಬಿ.ಆರ್.ಪಾಟೀಲ, ಅಲ್ಲಮಪ್ರಭು ಪಾಟೀಲ, ವಿಧಾನ ಪರಿಷತ್ ಸದಸ್ಯ ತಿಪ್ಪಣ್ಣಪ್ಪ ಕಮಕನೂರ, ಶಶಿಲ್ ನಮೋಶಿ, ಜಗದೇವ ಗುತ್ತೇದಾರ, ಮಹಾನಗರ ಪಾಲಿಕೆ ಮೇಯರ್ ವರ್ಷಾ ಜಾನೆ, ಉಪಮೇಯರ್ ತೃಪ್ತಿ ಶಿವಶರಣಪ್ಪ ಅಲ್ಲದ, ಜಿಪಂ ಅಧ್ಯಕ್ಷ ಮಧ್ಯಸ್ಥರು ಉಪಸ್ಥಿತರಿದ್ದರು. bbox=[40, 472, 500, 908]
page-number: 2 bbox=[40, 94, 57, 131]
pole-illustration bbox=[1015, 1275, 1339, 1435]
col2-body: ಸಂಭವಿಸಿದ ಬೆಳೆ ಹಾನಿ ಕುರಿತಂತೆ ಮಾಹಿತಿ ಪಡೆದು, ಜಂಟಿ ಸಮೀಕ್ಷೆ ನಡೆಯುವ ಪ್ರಮಾಣದ ಬಗ್ಗೆ ಮಾಹಿತಿ ಪಡೆದ ಬಳಿಕ ಬೆಳೆ ಹಾನಿ ಪ್ರದೇಶಗಳಿಗೆ ಭೇಟಿ ನೀಡಿ ಸಲಹೆ ಸೂಚನೆಗಳನ್ನು ನೀಡಿದರು. ಕಲ್ಯಾಣ ಕರ್ನಾಟಕ ಅಭಿವೃದ್ಧಿ ಮಂಡಳಿ ಅಧ್ಯಕ್ಷರಾದ ಅಜಯ್ ಸಿಂಗ್ ಅವರು ಪರಿಸ್ಥಿತಿಯನ್ನು ವಿವರಿಸಿ, "ಸಾವು ಸಿಎಂ ಜಿಗಿಯಾಗಿ" ಕಳೆದ ಬಾರಿಗಿಂತ ಈ ಬಾರಿ ಉತ್ತಮ ಮಳೆ ಆಗಿದೆ. ವಾಡಿಕೆಗಿಂತ ಶೇ17 ರಷ್ಟು ಮಳೆ ಹೆಚ್ಚಾಗಿದೆ. 37 ಮಾನವ ಜೀವ ಹಾನಿ ಪ್ರಕರಣಗಳ ವರದಿಯಾಗಿದ್ದು ಎಲ್ಲಾ ಪರಿಹಾರ ನೀಡಲಾಗಿದೆ. ಜಾನುವಾರು ಪ್ರಾಣ ಹಾನಿ 175 ಪ್ರಕರಣ ವರದಿಯಾಗಿದ್ದು ಎಲ್ಲದಕ್ಕೂ ಪರಿಹಾರ ನೀಡಲಾಗಿದೆ. ಸಂಪೂರ್ಣ ಮನೆ ಹಾನಿ, ಭಾಗಶಃ ಹಾನಿ ಆಗಿರುವ ಎಲ್ಲಾ ಪ್ರಕರಣಗಳಲ್ಲೂ ಪರಿಹಾರ ನೀಡಲಾಗಿದೆ ಎಂದರು. ಬೀದರ್, ಕಲ್ಬುರ್ಗಿ, ಕೊಪ್ಪಳ, ಯಾದಗಿರ್ ಜಿಲ್ಲೆಗಳಲ್ಲಿ ಮಳೆಯಿಂದ ಹೆಚ್ಚು ಹಾನಿ ಸಂಭವಿಸಿದೆ ಎಂದು ಅಧಿಕಾರಿಗಳು ಮಾಹಿತಿ ನೀಡಿದರು. ನಿರಂತರ ಮಳೆ ಬೀಳುತ್ತಿರುವ ಕಾರಣ ಜಂಟಿ ಸಮೀಕ್ಷೆ ತುಸು ವಿಳಂಬವಾಗುತ್ತಿದೆ. ಹೀಗಾಗಿ ನಿಗದಿತ ಅವಧಿಯೊಳಗೆ ಜಂಟಿ ಸಮೀಕ್ಷೆ ಪೂರ್ಣಗೊಳಿಸಲು ಸಾಧ್ಯವಾಗಿಲ್ಲ. ಮಳೆ ನಿಂತ ಬಳಿಕ ಎಂಟು ದಿನಗಳ ಒಳಗೆ ಪರಿಹಾರ ನೀಡಲು ಅಗತ್ಯ ಕ್ರಮ ವಹಿಸಲಾಗುವುದು ಎಂದು ಮುಖ್ಯಮಂತ್ರಿಗಳಿಗೆ ವಿವರಿಸಿದರು. ಸಭೆಯಲ್ಲಿ ಕ್ಯಾಬಿನೆಟ್ ಮಂತ್ರಿಗಳು ಪಾಲ್ಗೊಂಡು ಮುಖ್ಯಮಂತ್ರಿಗಳಿಗೆ ತೋರಿಸಿ ವಿವರಿಸಿದರು. ಬೆಳೆ ಹಾನಿ ಪ್ರದೇಶಗಳಿಗೆ ಭೇಟಿ: ಸಭೆಯ ಬಳಿಕ ಮುಖ್ಯಮಂತ್ರಿಗಳು ಅಫಜಲಪುರ ವಿಧಾನಸಭಾ ಕ್ಷೇತ್ರದ ಬೆಳೆ ಹಾನಿ ಪ್ರದೇಶಗಳಿಗೆ ಭೇಟಿ ನೀಡಿ ವೀಕ್ಷಣೆ ಮಾಡಿದರು. bbox=[518, 510, 998, 681]
masthead bbox=[40, 90, 1338, 134]
flood-photo-2 bbox=[756, 1176, 1000, 1394]
quote-2-author: – ಮಲ್ಲಿಕಾರ್ಜುನ ನಿಂಬೆಕಾಯಿ ಕೊಪ್ಪದೊಡ್ಡಿ ನಿವಾಸಿ bbox=[1208, 1968, 1312, 1996]
grey-scale-bar bbox=[700, 2124, 1000, 2138]
paper-logo bbox=[520, 86, 820, 130]
quote-1-text: ನಗರ ಪ್ರದೇಶದಲ್ಲಿ ಅಧಿಕಾರಿಗಳು ಸರಿಯಾಗಿ ಕಾರ್ಯನಿರ್ವಹಿಸುತ್ತಿಲ್ಲ. ಗ್ರಾಮದ ವಿದ್ಯುತ್ ವ್ಯವಸ್ಥೆ ಸರಿಪಡಿಸಲು ಬೇಗನೆ ಕ್ರಮ ಕೈಗೊಳ್ಳಬೇಕು ಎಂದು ಒತ್ತಾಯ ಮಾಡಲಾಗಿದೆ. bbox=[1188, 1610, 1332, 1683]
headline-cm: ಸಮರ್ಪಕವಾಗಿ ಪರಿಹಾರ ತಲುಪಿಸಿ- ಸಿಎಂ bbox=[607, 148, 909, 174]
contact-line: ರಾಯಚೂರು । ಜಾಹೀರಾತಿಗಾಗಿ ಸಂಪರ್ಕಿಸಿ - 94498 71882 bbox=[1095, 92, 1338, 106]
col2-body3: ಗ್ರಾಮದ ರಸ್ತೆಗಳು ಹಳ್ಳ ಕೊಳ್ಳದಂತಾಗಿದೆ. ಹಳ್ಳಗಳು ತುಂಬಿ ಹರಿಯುತ್ತಿದ್ದರಿಂದ ಪಟ್ಟಣ-ಜನರ ಪ್ರದೇಶಗಳಿಗೆ ಸಂಪರ್ಕ ಕಡಿದುಕೊಂಡು ಜನರು ಪರದಾಡುವಂತಾಗಿದೆ. ಗ್ರಾಮದ ಕೆಲ ರಸ್ತೆಗಳು ನೀರಿನಿಂದ ಜಲಾವೃತಗೊಂಡು ಕೆಸರು ಗದ್ದೆಗಳಂತಾಗಿ ಸಂಚಾರ ಕಷ್ಟಸಾಧ್ಯವಾಗಿದೆ. ನೀರು ಹೊರ ಹೋಗಲು ಯಾವುದೇ ವ್ಯವಸ್ಥೆ ಇಲ್ಲದ ಕಾರಣ ಮನೆಗಳಿಗೆ ನೀರು ನುಗ್ಗಿ ಜನರು ಪರದಾಡುವಂತಾಗಿದೆ. ಗ್ರಾಮ ಪಂಚಾಯಿತಿ ಅಧಿಕಾರಿಗಳು ಕೂಡಲೇ ಕ್ರಮ ಕೈಗೊಂಡು ಚರಂಡಿ ವ್ಯವಸ್ಥೆ ಸರಿಪಡಿಸಬೇಕು ಎಂದು ಗ್ರಾಮಸ್ಥರು ಒತ್ತಾಯಿಸಿದ್ದಾರೆ. bbox=[518, 1416, 998, 1477]
inequality-box-title: ಅಸಮಾನತೆ ನಿವಾರಣೆಗೆ ಸಮಿತಿ ರಚನೆ bbox=[163, 1377, 377, 1398]
quote-2-text: ಅನಧಿಕೃತ ವಿದ್ಯುತ್ ಸಂಪರ್ಕ ಹಾಗೂ ಅಪಾಯಕಾರಿಯಾದ ವಿದ್ಯುತ್ ಕಂಬಗಳನ್ನು ಶೀಘ್ರವಾಗಿ ತೆರವುಗೊಳಿಸಿ ಹೊಸ ಕಂಬಗಳನ್ನು ಅಳವಡಿಸಲು ಸೂಚನೆ ನೀಡಲಾಗಿದೆ. bbox=[1188, 1814, 1332, 1887]
globe-icon bbox=[713, 93, 743, 123]
headline-zubin: ಸಾಗೋಣ: ಜುಬಿನ್ ಮೊಹಪಾತ್ರ bbox=[146, 1868, 394, 1896]
col-divider-1 bbox=[508, 144, 509, 2069]
footer-rule bbox=[40, 2070, 1338, 2072]
quote-box-1 bbox=[1180, 1604, 1340, 1804]
swatch-magenta bbox=[66, 2120, 88, 2142]
swatch-black-2 bbox=[1318, 2120, 1338, 2142]
jeep-illustration bbox=[41, 211, 341, 417]
footer-imprint: Edited, Printed and Published by B.T. Amuthan on behalf of M/s Karnataka News Publications (P) Ltd., Printed at No. 12-3-221 Rajendra Gunj (apmc) Near Old SBI Bank Building , Raichur-584102. RNI No. KARKAN/2008/26484 Postal Regd No. 52/2012-2014 bbox=[40, 2076, 1695, 2090]
feature-headline-box bbox=[1014, 1178, 1342, 1274]
